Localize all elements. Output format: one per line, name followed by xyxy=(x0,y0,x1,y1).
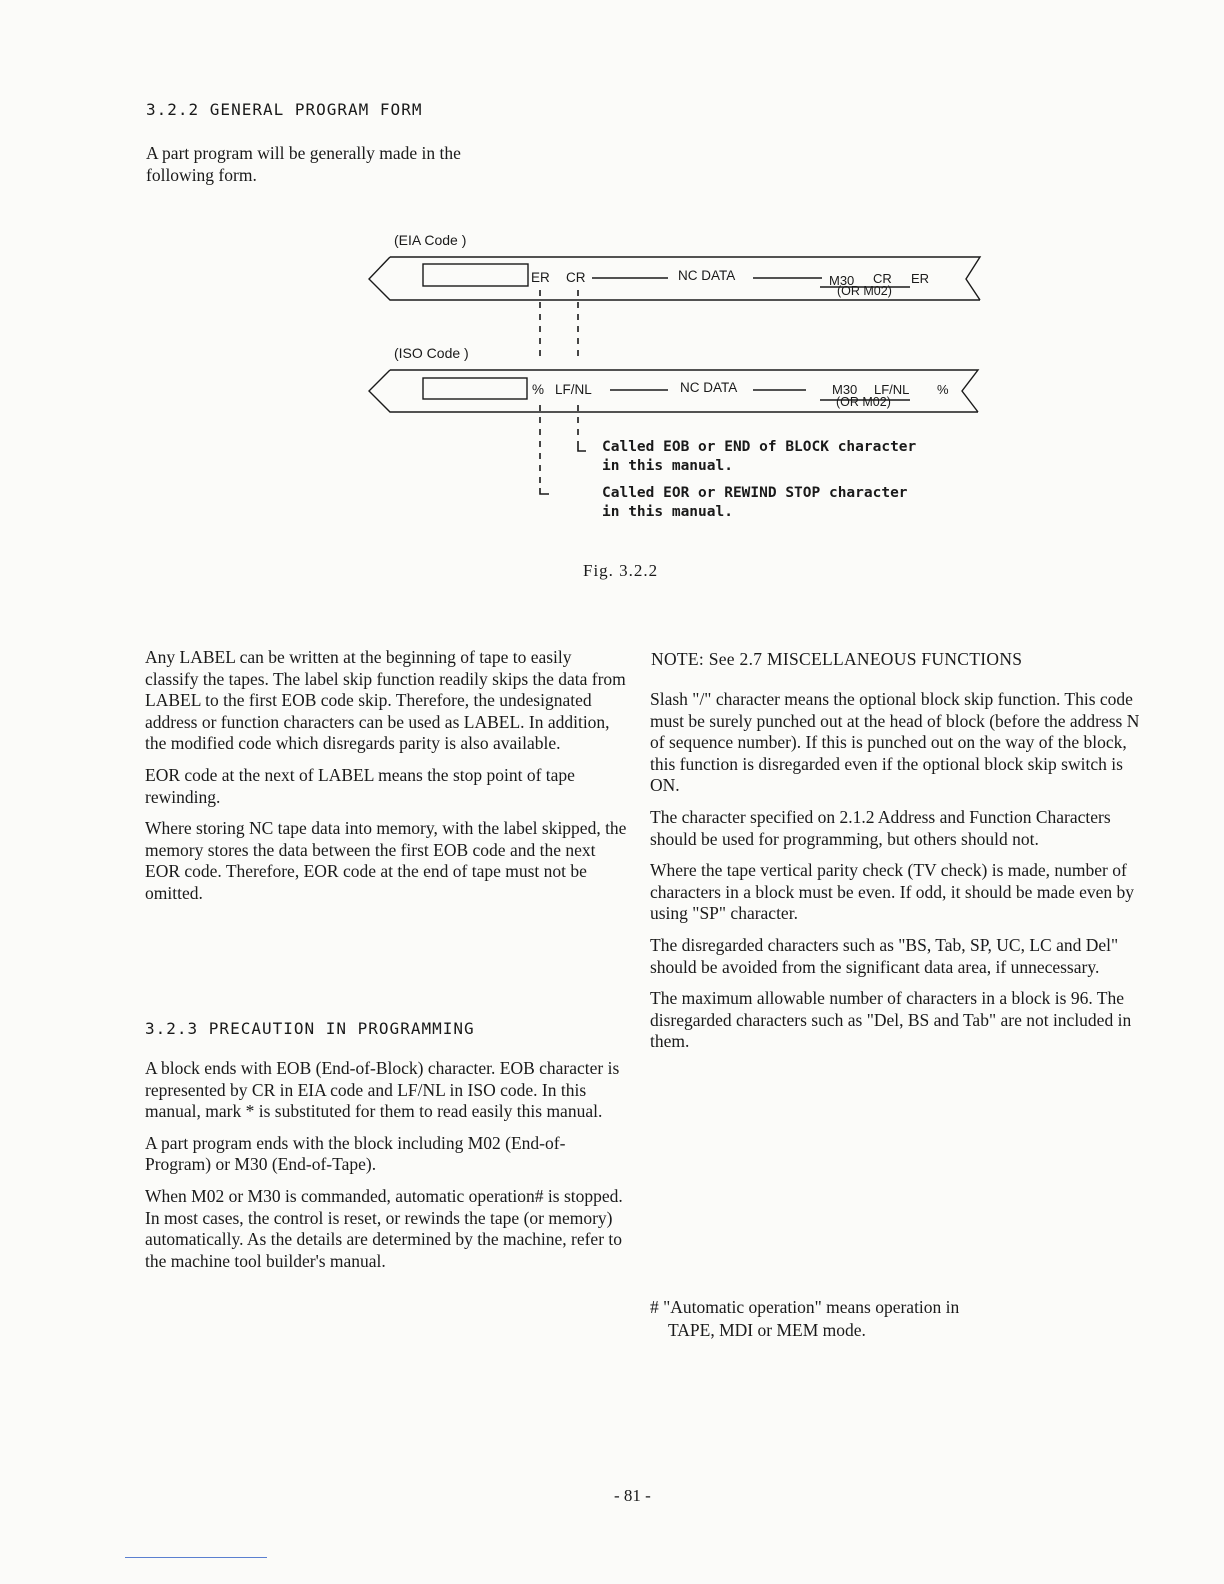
eob-callout-line-2: in this manual. xyxy=(602,458,733,474)
eor-callout-line-1: Called EOR or REWIND STOP character xyxy=(602,485,908,501)
iso-lfnl-end: LF/NL xyxy=(874,382,910,397)
footnote xyxy=(650,1296,959,1342)
iso-or-m02: (OR M02) xyxy=(836,395,891,409)
parity-paragraph: Where the tape vertical parity check (TV check) is made, number of characters in a block must be even. If odd, it should be made even by using "SP" character. xyxy=(650,860,1135,924)
automatic-operation-paragraph: When M02 or M30 is commanded, automatic operation# is stopped. In most cases, the control is reset, or rewinds the tape (or memory) automatically. As the details are determined by the machine, refer to the machine tool builder's manual. xyxy=(145,1185,623,1271)
section-heading-323: 3.2.3 PRECAUTION IN PROGRAMMING xyxy=(145,1019,475,1038)
eia-er: ER xyxy=(531,270,550,285)
eia-nc-data: NC DATA xyxy=(678,268,736,283)
iso-m30: M30 xyxy=(832,382,858,397)
label-paragraph: Any LABEL can be written at the beginning of tape to easily classify the tapes. The label skip function readily skips the data from LABEL to the first EOB code skip. Therefore, the undesignated address or function characters can be used as LABEL. In addition, the modified code which disregards parity is also available. xyxy=(145,647,626,754)
memory-paragraph: Where storing NC tape data into memory, with the label skipped, the memory stores the data between the first EOB code and the next EOR code. Therefore, EOR code at the end of tape must not be omitted. xyxy=(145,818,627,903)
right-column xyxy=(650,689,1140,1063)
eia-label-box xyxy=(423,264,528,286)
max-characters-paragraph: The maximum allowable number of characters in a block is 96. The disregarded characters such as "Del, BS and Tab" are not included in them. xyxy=(650,988,1132,1052)
section-heading-322: 3.2.2 GENERAL PROGRAM FORM xyxy=(146,100,423,119)
eia-m30: M30 xyxy=(829,273,855,288)
left-column xyxy=(145,647,629,915)
left-column-323 xyxy=(145,1058,631,1282)
eor-paragraph: EOR code at the next of LABEL means the stop point of tape rewinding. xyxy=(145,764,575,807)
disregarded-paragraph: The disregarded characters such as "BS, Tab, SP, UC, LC and Del" should be avoided from the significant data area, if unnecessary. xyxy=(650,934,1119,977)
bottom-rule xyxy=(125,1557,267,1558)
slash-paragraph: Slash "/" character means the optional block skip function. This code must be surely punched out at the head of block (before the address N of sequence number). If this is punched out on the way of the block, this function is disregarded even if the optional block skip switch is ON. xyxy=(650,689,1140,796)
eor-callout-line-2: in this manual. xyxy=(602,504,733,520)
iso-percent-end: % xyxy=(937,382,949,397)
characters-paragraph: The character specified on 2.1.2 Address and Function Characters should be used for programming, but others should not. xyxy=(650,806,1111,849)
figure-caption: Fig. 3.2.2 xyxy=(583,561,659,580)
iso-lfnl: LF/NL xyxy=(555,382,592,397)
eob-paragraph: A block ends with EOB (End-of-Block) character. EOB character is represented by CR in EIA code and LF/NL in ISO code. In this manual, mark * is substituted for them to read easily this manual. xyxy=(145,1058,620,1122)
intro-line-1: A part program will be generally made in the xyxy=(146,143,461,163)
eob-callout xyxy=(602,438,916,476)
eia-er-end: ER xyxy=(911,271,930,286)
page-number: - 81 - xyxy=(614,1486,651,1505)
iso-percent: % xyxy=(532,382,545,397)
eia-or-m02: (OR M02) xyxy=(837,284,892,298)
figure-3-2-2 xyxy=(0,0,1224,600)
eor-callout xyxy=(602,484,908,522)
eia-code-label: (EIA Code ) xyxy=(394,232,467,248)
iso-code-label: (ISO Code ) xyxy=(394,345,469,361)
iso-nc-data: NC DATA xyxy=(680,380,738,395)
eob-callout-line-1: Called EOB or END of BLOCK character xyxy=(602,439,917,455)
eia-cr-end: CR xyxy=(873,271,892,286)
footnote-line-2: TAPE, MDI or MEM mode. xyxy=(668,1320,866,1340)
eia-cr: CR xyxy=(566,270,586,285)
intro-line-2: following form. xyxy=(146,165,257,185)
program-end-paragraph: A part program ends with the block including M02 (End-of-Program) or M30 (End-of-Tape). xyxy=(145,1132,566,1175)
note-line: NOTE: See 2.7 MISCELLANEOUS FUNCTIONS xyxy=(651,649,1023,669)
footnote-line-1: # "Automatic operation" means operation in xyxy=(650,1297,960,1317)
iso-label-box xyxy=(423,378,527,399)
